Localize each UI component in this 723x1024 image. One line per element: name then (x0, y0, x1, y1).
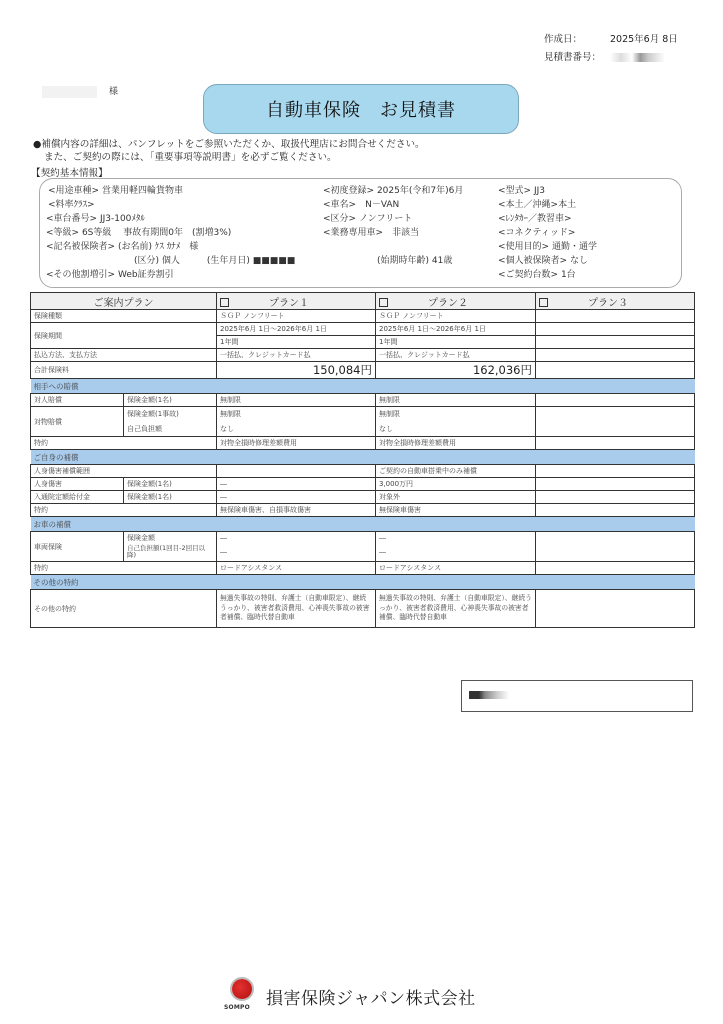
table-row (31, 349, 695, 362)
cell: なし (217, 422, 376, 437)
table-row (31, 532, 695, 544)
rental-school-car: <ﾚﾝﾀｶｰ／教習車> (498, 214, 572, 224)
cell (536, 310, 695, 323)
other-discount: <その他割増引> Web証券割引 (46, 270, 174, 280)
table-row (31, 562, 695, 575)
insured-name: <記名被保険者> (お名前) ｹｽ ｶﾅﾒ 様 (46, 242, 199, 252)
basic-info-box (39, 178, 682, 288)
table-row (31, 323, 695, 336)
cell (536, 562, 695, 575)
row-label: 特約 (31, 437, 217, 450)
cell: 無制限 (217, 394, 376, 407)
plan-3-header: プラン３ (536, 293, 695, 310)
cell (217, 465, 376, 478)
cell (536, 422, 695, 437)
row-label: 人身傷害補償範囲 (31, 465, 217, 478)
cell: 対物全損時修理差額費用 (217, 437, 376, 450)
cell: ― (217, 491, 376, 504)
cell: なし (376, 422, 536, 437)
first-registration: <初度登録> 2025年(令和7年)6月 (323, 186, 464, 196)
table-row (31, 422, 695, 437)
row-label: 車両保険 (31, 532, 124, 562)
cell (536, 590, 695, 628)
grade: <等級> 6S等級 事故有期間0年 (割増3%) (46, 228, 232, 238)
cell (536, 465, 695, 478)
cell (536, 478, 695, 491)
estimate-number-redacted (610, 53, 665, 62)
plan-3-checkbox[interactable] (539, 298, 548, 307)
usage-type: <用途車種> 営業用軽四輪貨物車 (48, 186, 183, 196)
cell: 3,000万円 (376, 478, 536, 491)
cell: 無制限 (376, 407, 536, 422)
plan-2-premium: 162,036円 (376, 362, 536, 379)
cell: ＳＧＰ ノンフリート (217, 310, 376, 323)
plan-2-checkbox[interactable] (379, 298, 388, 307)
row-label: 入通院定額給付金 (31, 491, 124, 504)
table-row (31, 310, 695, 323)
business-use: <業務専用車> 非該当 (323, 228, 420, 238)
row-sublabel: 自己負担額 (124, 422, 217, 437)
section-header: その他の特約 (31, 575, 695, 590)
addressee (42, 84, 118, 98)
cell (536, 323, 695, 336)
row-sublabel: 自己負担額(1回目-2回目以降) (124, 544, 217, 562)
cell: 無過失事故の特則、弁護士（自動車限定）、継続うっかり、被害者救済費用、心神喪失事故の被害者補償、臨時代替自動車 (376, 590, 536, 628)
plan-1-checkbox[interactable] (220, 298, 229, 307)
section-header: お車の補償 (31, 517, 695, 532)
plan-1-header: プラン１ (217, 293, 376, 310)
table-row (31, 478, 695, 491)
car-name: <車名> N－VAN (323, 200, 400, 210)
row-sublabel: 保険金額(1名) (124, 491, 217, 504)
notice-line-2: また、ご契約の際には、「重要事項等説明書」を必ずご覧ください。 (44, 152, 337, 163)
table-row (31, 394, 695, 407)
chassis-number: <車台番号> JJ3-100ﾒﾀﾙ (46, 214, 145, 224)
row-sublabel: 保険金額(1名) (124, 394, 217, 407)
plan-comparison-table (30, 292, 695, 628)
vehicle-count: <ご契約台数> 1台 (498, 270, 576, 280)
cell: 1年間 (376, 336, 536, 349)
plan-3-premium (536, 362, 695, 379)
basic-info-heading: 【契約基本情報】 (31, 168, 108, 179)
cell: 2025年6月 1日～2026年6月 1日 (376, 323, 536, 336)
table-row (31, 407, 695, 422)
row-label: 合計保険料 (31, 362, 217, 379)
model: <型式> JJ3 (498, 186, 545, 196)
section-header: 相手への賠償 (31, 379, 695, 394)
created-date-value: 2025年6月 8日 (610, 34, 678, 45)
row-label: 特約 (31, 504, 217, 517)
created-date-label: 作成日： (544, 34, 583, 45)
plan-1-premium: 150,084円 (217, 362, 376, 379)
row-sublabel: 保険金額(1名) (124, 478, 217, 491)
row-label: 人身傷害 (31, 478, 124, 491)
company-name: 損害保険ジャパン株式会社 (266, 988, 476, 1009)
addressee-suffix: 様 (109, 87, 119, 97)
cell: 2025年6月 1日～2026年6月 1日 (217, 323, 376, 336)
cell (536, 532, 695, 544)
cell: ― (376, 544, 536, 562)
row-label: 保険期間 (31, 323, 217, 349)
agent-name-redacted (469, 691, 509, 699)
row-sublabel: 保険金額 (124, 532, 217, 544)
estimate-number-label: 見積書番号： (544, 52, 602, 63)
document-meta (544, 31, 678, 67)
cell: 対物全損時修理差額費用 (376, 437, 536, 450)
table-row (31, 544, 695, 562)
cell: 無保険車傷害、自損事故傷害 (217, 504, 376, 517)
row-label: 保険種類 (31, 310, 217, 323)
cell (536, 336, 695, 349)
cell: ― (217, 532, 376, 544)
row-label: 払込方法、支払方法 (31, 349, 217, 362)
sompo-logo-icon (224, 977, 260, 1015)
cell: ロードアシスタンス (376, 562, 536, 575)
cell (536, 491, 695, 504)
cell: ロードアシスタンス (217, 562, 376, 575)
table-row (31, 362, 695, 379)
cell: 対象外 (376, 491, 536, 504)
addressee-name-redacted (42, 86, 97, 98)
cell (536, 349, 695, 362)
mainland-okinawa: <本土／沖縄>本土 (498, 200, 577, 210)
cell (536, 437, 695, 450)
section-header: ご自身の補償 (31, 450, 695, 465)
rate-class: <料率ｸﾗｽ> (48, 200, 95, 210)
cell (536, 504, 695, 517)
insured-class: (区分) 個人 (生年月日) ■■■■■ (134, 256, 296, 266)
table-row (31, 504, 695, 517)
table-row (31, 437, 695, 450)
table-row (31, 590, 695, 628)
logo-text: SOMPO (224, 1004, 250, 1011)
cell: ― (376, 532, 536, 544)
row-label: 対人賠償 (31, 394, 124, 407)
cell: 1年間 (217, 336, 376, 349)
cell: ご契約の自動車搭乗中のみ補償 (376, 465, 536, 478)
row-sublabel: 保険金額(1事故) (124, 407, 217, 422)
agent-stamp-box (461, 680, 693, 712)
row-label: 特約 (31, 562, 217, 575)
cell (536, 407, 695, 422)
document-title: 自動車保険 お見積書 (203, 84, 519, 134)
plan-header-label: ご案内プラン (31, 293, 217, 310)
row-label: 対物賠償 (31, 407, 124, 437)
individual-insured: <個人被保険者> なし (498, 256, 588, 266)
cell: ＳＧＰ ノンフリート (376, 310, 536, 323)
cell: 無制限 (217, 407, 376, 422)
cell: 一括払、クレジットカード払 (376, 349, 536, 362)
table-header-row (31, 293, 695, 310)
cell: ― (217, 478, 376, 491)
cell: 無保険車傷害 (376, 504, 536, 517)
notice-line-1: ●補償内容の詳細は、パンフレットをご参照いただくか、取扱代理店にお問合せください。 (33, 139, 425, 150)
cell (536, 544, 695, 562)
table-row (31, 465, 695, 478)
footer (224, 977, 476, 1015)
category: <区分> ノンフリート (323, 214, 413, 224)
cell: 無制限 (376, 394, 536, 407)
table-row (31, 491, 695, 504)
connected: <コネクティッド> (498, 228, 576, 238)
plan-2-header: プラン２ (376, 293, 536, 310)
purpose-of-use: <使用目的> 通勤・通学 (498, 242, 597, 252)
start-age: (始期時年齢) 41歳 (377, 256, 453, 266)
notice (33, 138, 425, 164)
row-label: その他の特約 (31, 590, 217, 628)
cell: 一括払、クレジットカード払 (217, 349, 376, 362)
cell: ― (217, 544, 376, 562)
cell: 無過失事故の特則、弁護士（自動車限定）、継続うっかり、被害者救済費用、心神喪失事故の被害者補償、臨時代替自動車 (217, 590, 376, 628)
cell (536, 394, 695, 407)
